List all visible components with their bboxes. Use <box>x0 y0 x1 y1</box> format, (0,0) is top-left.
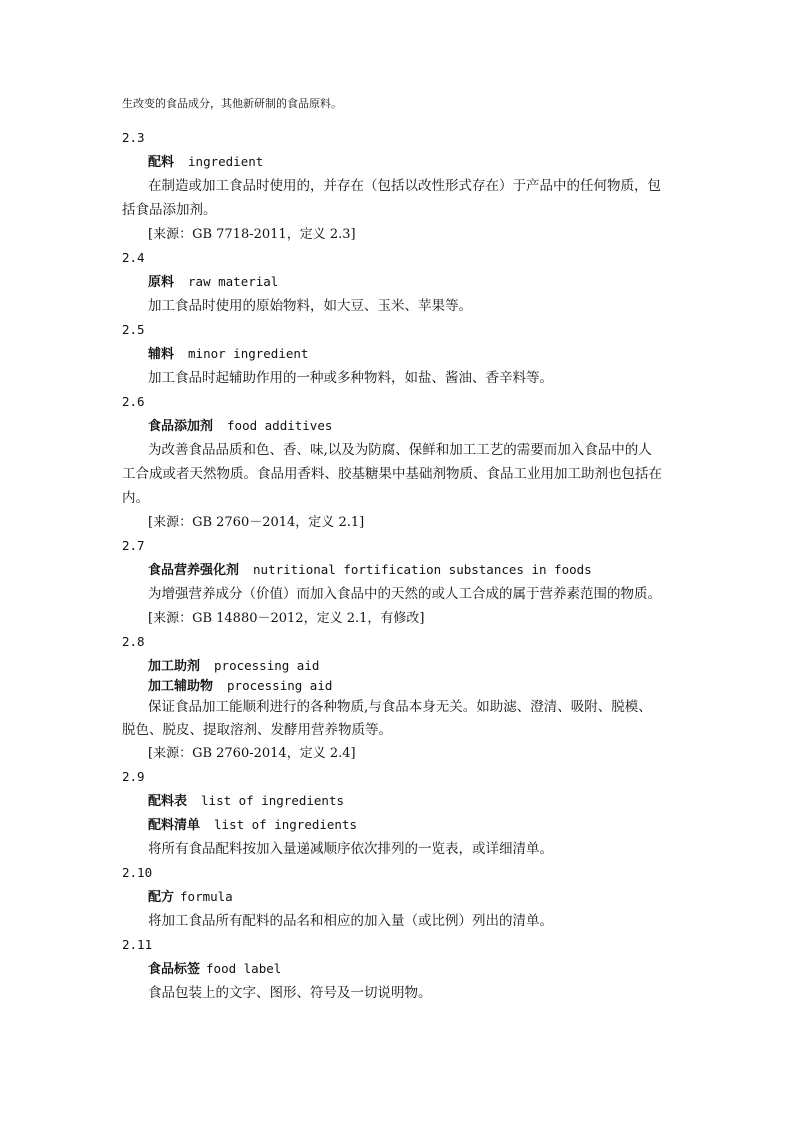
term-zh: 配方 <box>148 890 175 905</box>
definition-line: 内。 <box>122 490 149 506</box>
definition-line: 括食品添加剂。 <box>122 202 217 218</box>
definition-line: 加工食品时起辅助作用的一种或多种物料，如盐、酱油、香辛料等。 <box>148 370 553 386</box>
definition-line: 为增强营养成分（价值）而加入食品中的天然的或人工合成的属于营养素范围的物质。 <box>148 586 661 602</box>
definition-line: 保证食品加工能顺利进行的各种物质,与食品本身无关。如助滤、澄清、吸附、脱模、 <box>148 699 652 715</box>
term-zh: 食品营养强化剂 <box>148 563 240 578</box>
term-heading <box>148 156 263 169</box>
term-heading <box>148 891 233 904</box>
source-citation: [来源：GB 14880－2012，定义 2.1，有修改] <box>148 611 425 626</box>
source-citation: [来源：GB 7718-2011，定义 2.3] <box>148 227 356 242</box>
term-en: formula <box>180 889 233 904</box>
section-number: 2.3 <box>122 130 145 145</box>
term-en: list of ingredients <box>214 817 358 832</box>
term-zh: 辅料 <box>148 347 175 362</box>
section-number: 2.7 <box>122 538 145 553</box>
term-en: raw material <box>188 274 279 289</box>
term-en: minor ingredient <box>188 346 309 361</box>
definition-line: 将所有食品配料按加入量递减顺序依次排列的一览表，或详细清单。 <box>148 841 553 857</box>
term-zh: 食品添加剂 <box>148 419 214 434</box>
section-number: 2.4 <box>122 250 145 265</box>
term-zh: 食品标签 <box>148 962 201 977</box>
section-number: 2.5 <box>122 322 145 337</box>
term-synonym-heading <box>148 680 332 693</box>
term-en: ingredient <box>188 154 264 169</box>
term-en: processing aid <box>227 678 333 693</box>
source-citation: [来源：GB 2760-2014，定义 2.4] <box>148 746 356 761</box>
definition-line: 在制造或加工食品时使用的，并存在（包括以改性形式存在）于产品中的任何物质，包 <box>148 178 661 194</box>
term-zh: 配料表 <box>148 794 188 809</box>
definition-line: 工合成或者天然物质。食品用香料、胶基糖果中基础剂物质、食品工业用加工助剂也包括在 <box>122 466 662 482</box>
term-heading <box>148 795 344 808</box>
term-zh: 加工助剂 <box>148 659 201 674</box>
term-zh: 配料清单 <box>148 818 201 833</box>
section-number: 2.8 <box>122 634 145 649</box>
term-heading <box>148 963 281 976</box>
lead-text: 生改变的食品成分，其他新研制的食品原料。 <box>122 97 342 110</box>
definition-line: 将加工食品所有配料的品名和相应的加入量（或比例）列出的清单。 <box>148 913 553 929</box>
section-number: 2.6 <box>122 394 145 409</box>
term-en: list of ingredients <box>201 793 345 808</box>
definition-line: 为改善食品品质和色、香、味,以及为防腐、保鲜和加工工艺的需要而加入食品中的人 <box>148 442 652 458</box>
term-heading <box>148 420 332 433</box>
term-heading <box>148 660 319 673</box>
definition-line: 脱色、脱皮、提取溶剂、发酵用营养物质等。 <box>122 722 392 738</box>
definition-line: 食品包装上的文字、图形、符号及一切说明物。 <box>148 985 432 1001</box>
term-heading <box>148 348 308 361</box>
section-number: 2.11 <box>122 937 153 952</box>
term-heading <box>148 564 592 577</box>
term-en: food label <box>206 961 282 976</box>
definition-line: 加工食品时使用的原始物料，如大豆、玉米、苹果等。 <box>148 298 472 314</box>
term-zh: 加工辅助物 <box>148 679 214 694</box>
term-zh: 原料 <box>148 275 175 290</box>
term-synonym-heading <box>148 819 357 832</box>
term-zh: 配料 <box>148 155 175 170</box>
section-number: 2.10 <box>122 865 153 880</box>
term-heading <box>148 276 278 289</box>
source-citation: [来源：GB 2760－2014，定义 2.1] <box>148 515 365 530</box>
term-en: nutritional fortification substances in foods <box>253 562 592 577</box>
term-en: food additives <box>227 418 333 433</box>
term-en: processing aid <box>214 658 320 673</box>
section-number: 2.9 <box>122 769 145 784</box>
